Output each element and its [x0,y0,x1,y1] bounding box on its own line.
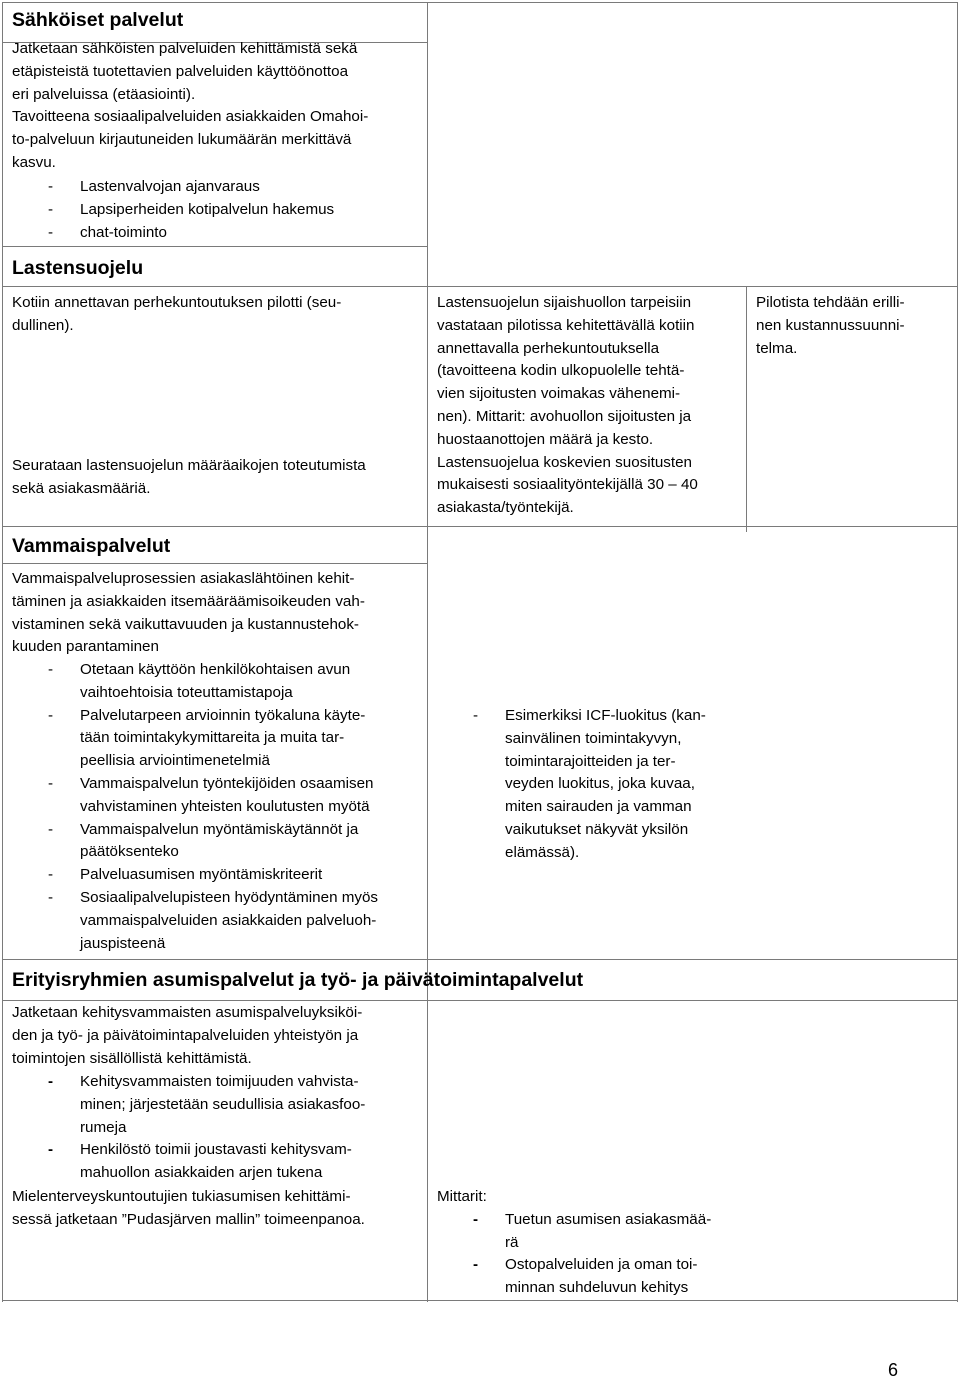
erityis-intro: Jatketaan kehitysvammaisten asumispalveluyksiköi- den ja työ- ja päivätoimintapalveluiden yhteistyön ja toimintojen sisällöllistä kehittämistä. [12,1004,363,1067]
vammais-list: - Otetaan käyttöön henkilökohtaisen avun vaihtoehtoisia toteuttamistapoja - Palvelutarpeen arvioinnin työkaluna käyte- tään toimintakykymittareita ja muita tar- peellisia arviointimenetelmiä - Vammaispalvelun työntekijöiden osaamisen vahvistaminen yhteisten koulutusten myötä - Vammaispalvelun myöntämiskäytännöt ja päätöksenteko - Palveluasumisen myöntämiskriteerit - Sosiaalipalvelupisteen hyödyntäminen myös vammaispalveluiden asiakkaiden palveluoh- jauspisteenä [48,661,379,952]
section-heading-erityisryhmat: Erityisryhmien asumispalvelut ja työ- ja päivätoimintapalvelut [12,969,584,991]
vammais-icf: - Esimerkiksi ICF-luokitus (kan- sainvälinen toimintakyvyn, toimintarajoitteiden ja ter- veyden luokitus, joka kuvaa, miten sairauden ja vamman vaikutukset näkyvät yksilön elämässä). [473,707,706,861]
lastensuojelu-pilot: Kotiin annettavan perhekuntoutuksen pilotti (seu- dullinen). [12,294,342,334]
list-item: Lapsiperheiden kotipalvelun hakemus [80,200,335,218]
erityis-list: - Kehitysvammaisten toimijuuden vahvista- minen; järjestetään seudullisia asiakasfoo- rumeja - Henkilöstö toimii joustavasti kehitysvam- mahuollon asiakkaiden arjen tukena [48,1073,366,1182]
page-number: 6 [888,1360,899,1380]
section-heading-sahkoiset: Sähköiset palvelut [12,9,184,31]
erityis-outro: Mielenterveyskuntoutujien tukiasumisen kehittämi- sessä jatketaan ”Pudasjärven mallin” toimeenpanoa. [12,1188,365,1228]
list-item: Lastenvalvojan ajanvaraus [80,178,260,195]
vammais-intro: Vammaispalveluprosessien asiakaslähtöinen kehit- täminen ja asiakkaiden itsemääräämisoikeuden vah- vistaminen sekä vaikuttavuuden ja kustannustehok- kuuden parantaminen [12,570,365,656]
section-heading-vammaispalvelut: Vammaispalvelut [12,535,171,557]
sahkoiset-paragraph: Jatketaan sähköisten palveluiden kehittämistä sekä etäpisteistä tuotettavien palveluiden käyttöönottoa eri palveluissa (etäasiointi). Tavoitteena sosiaalipalveluiden asiakkaiden Omahoi- to-palveluun kirjautuneiden lukumäärän merkittävä kasvu. [12,40,369,171]
lastensuojelu-mittarit: Lastensuojelun sijaishuollon tarpeisiin vastataan pilotissa kehitettävällä kotiin annettavalla perhekuntoutuksella (tavoitteena kodin ulkopuolelle tehtä- vien sijoitusten voimakas vähenemi- nen). Mittarit: avohuollon sijoitusten ja huostaanottojen määrä ja kesto. Lastensuojelua koskevien suositusten mukaisesti sosiaalityöntekijällä 30 – 40 asiakasta/työntekijä. [437,294,698,517]
mittarit-label: Mittarit: [437,1188,487,1205]
list-item: chat-toiminto [80,223,167,241]
lastensuojelu-seuranta: Seurataan lastensuojelun määräaikojen toteutumista sekä asiakasmääriä. [12,457,366,497]
lastensuojelu-kustannus: Pilotista tehdään erilli- nen kustannussuunni- telma. [756,294,905,357]
section-heading-lastensuojelu: Lastensuojelu [12,257,144,279]
sahkoiset-list: - Lastenvalvojan ajanvaraus - Lapsiperheiden kotipalvelun hakemus - chat-toiminto [48,178,335,241]
erityis-mittarit: Mittarit: - Tuetun asumisen asiakasmää- rä - Ostopalveluiden ja oman toi- minnan suhdeluvun kehitys [437,1186,742,1300]
